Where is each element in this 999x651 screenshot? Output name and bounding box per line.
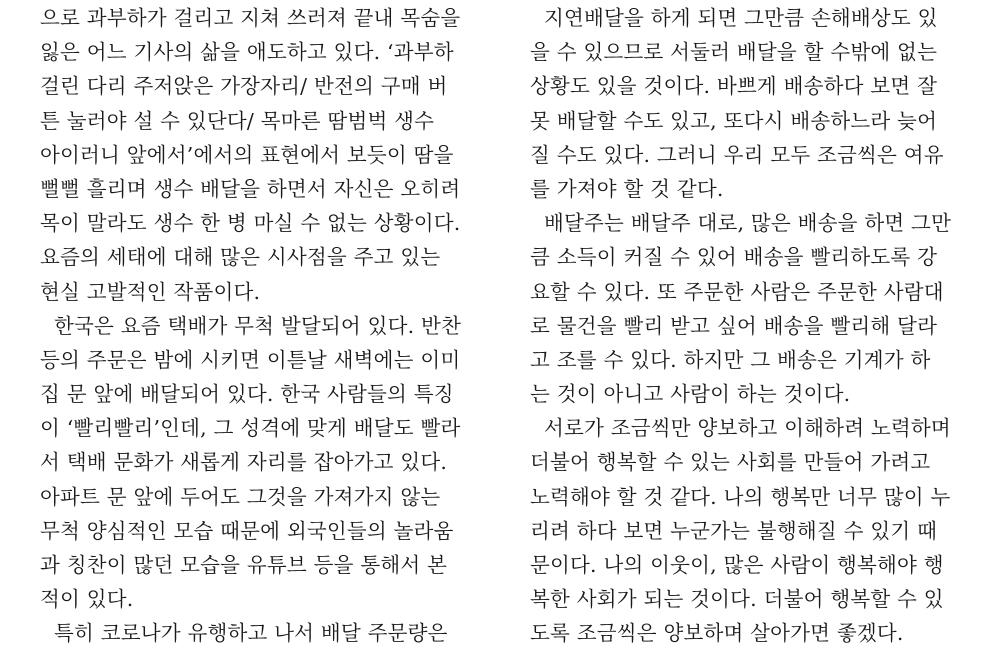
text-line: 과 칭찬이 많던 모습을 유튜브 등을 통해서 본 bbox=[40, 553, 448, 577]
text-line: 는 것이 아니고 사람이 하는 것이다. bbox=[530, 382, 851, 407]
text-line: 고 조를 수 있다. 하지만 그 배송은 기계가 하 bbox=[530, 347, 931, 372]
text-line: 튼 눌러야 설 수 있단다/ 목마른 땀범벅 생수 bbox=[40, 108, 435, 133]
text-line: 못 배달할 수도 있고, 또다시 배송하느라 늦어 bbox=[530, 108, 938, 133]
text-line: 복한 사회가 되는 것이다. 더불어 행복할 수 있 bbox=[530, 587, 944, 612]
text-line: 요즘의 세태에 대해 많은 시사점을 주고 있는 bbox=[40, 245, 441, 270]
text-line: 배달주는 배달주 대로, 많은 배송을 하면 그만 bbox=[544, 211, 952, 236]
text-line: 를 가져야 할 것 같다. bbox=[530, 176, 724, 201]
text-line: 노력해야 할 것 같다. 나의 행복만 너무 많이 누 bbox=[530, 484, 951, 509]
text-line: 요할 수 있다. 또 주문한 사람은 주문한 사람대 bbox=[530, 279, 944, 304]
text-line: 현실 고발적인 작품이다. bbox=[40, 279, 261, 304]
text-line: 상황도 있을 것이다. 바쁘게 배송하다 보면 잘 bbox=[530, 74, 938, 99]
text-line: 질 수도 있다. 그러니 우리 모두 조금씩은 여유 bbox=[530, 142, 944, 167]
text-line: 서로가 조금씩만 양보하고 이해하려 노력하며 bbox=[544, 416, 951, 441]
text-line: 무척 양심적인 모습 때문에 외국인들의 놀라움 bbox=[40, 518, 454, 543]
text-line: 이 ‘빨리빨리’인데, 그 성격에 맞게 배달도 빨라 bbox=[40, 416, 461, 441]
text-line: 로 물건을 빨리 받고 싶어 배송을 빨리해 달라 bbox=[530, 313, 938, 338]
text-line: 문이다. 나의 이웃이, 많은 사람이 행복해야 행 bbox=[530, 553, 944, 577]
text-line: 더불어 행복할 수 있는 사회를 만들어 가려고 bbox=[530, 450, 931, 475]
text-line: 아파트 문 앞에 두어도 그것을 가져가지 않는 bbox=[40, 484, 441, 509]
text-line: 걸린 다리 주저앉은 가장자리/ 반전의 구매 버 bbox=[40, 74, 448, 99]
text-line: 큼 소득이 커질 수 있어 배송을 빨리하도록 강 bbox=[530, 245, 938, 270]
text-line: 집 문 앞에 배달되어 있다. 한국 사람들의 특징 bbox=[40, 382, 454, 407]
text-line: 서 택배 문화가 새롭게 자리를 잡아가고 있다. bbox=[40, 450, 448, 475]
text-line: 리려 하다 보면 누군가는 불행해질 수 있기 때 bbox=[530, 518, 938, 543]
left-text-column bbox=[40, 1, 480, 651]
text-line: 적이 있다. bbox=[40, 587, 134, 612]
text-line: 으로 과부하가 걸리고 지쳐 쓰러져 끝내 목숨을 bbox=[40, 6, 461, 30]
text-line: 지연배달을 하게 되면 그만큼 손해배상도 있 bbox=[544, 6, 938, 30]
text-line: 등의 주문은 밤에 시키면 이튿날 새벽에는 이미 bbox=[40, 347, 461, 372]
text-line: 을 수 있으므로 서둘러 배달을 할 수밖에 없는 bbox=[530, 40, 938, 65]
text-line: 뻘뻘 흘리며 생수 배달을 하면서 자신은 오히려 bbox=[40, 176, 461, 201]
text-line: 아이러니 앞에서’에서의 표현에서 보듯이 땀을 bbox=[40, 142, 454, 167]
text-line: 잃은 어느 기사의 삶을 애도하고 있다. ‘과부하 bbox=[40, 40, 454, 65]
text-line: 도록 조금씩은 양보하며 살아가면 좋겠다. bbox=[530, 621, 904, 646]
text-line: 한국은 요즘 택배가 무척 발달되어 있다. 반찬 bbox=[54, 313, 462, 338]
text-line: 목이 말라도 생수 한 병 마실 수 없는 상황이다. bbox=[40, 211, 461, 236]
text-line: 특히 코로나가 유행하고 나서 배달 주문량은 bbox=[54, 621, 448, 646]
right-text-column bbox=[530, 1, 970, 651]
